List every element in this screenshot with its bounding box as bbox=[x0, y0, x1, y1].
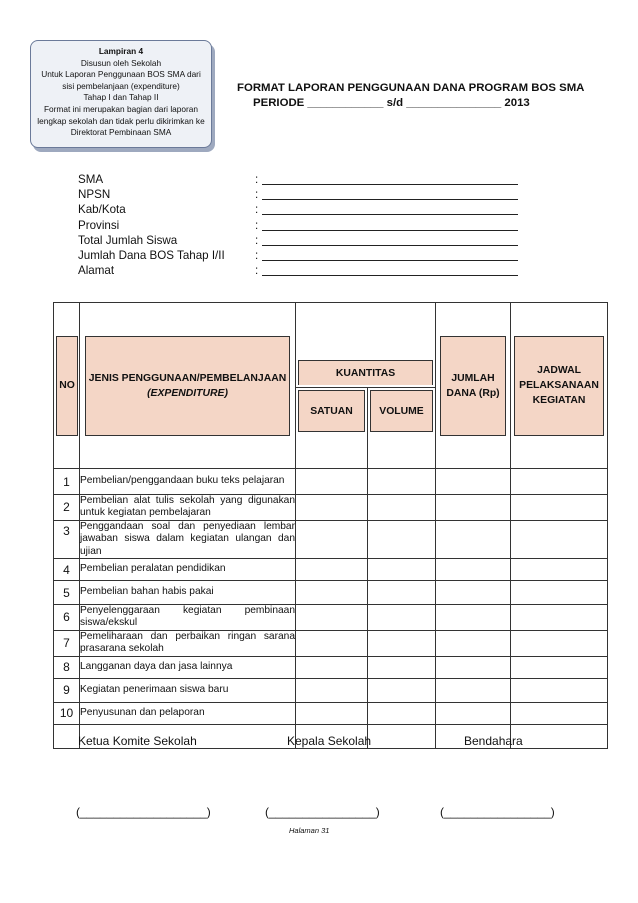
satuan-cell[interactable] bbox=[296, 469, 368, 495]
table-row bbox=[54, 495, 608, 521]
satuan-cell[interactable] bbox=[296, 630, 368, 656]
header-jenis-line2: (EXPENDITURE) bbox=[147, 387, 228, 399]
lampiran-title: Lampiran 4 bbox=[98, 46, 144, 56]
header-jenis-line1: JENIS PENGGUNAAN/PEMBELANJAAN bbox=[88, 372, 287, 384]
row-description: Pembelian peralatan pendidikan bbox=[80, 559, 296, 581]
jumlah-cell[interactable] bbox=[436, 630, 511, 656]
header-jumlah-line2: DANA (Rp) bbox=[446, 387, 500, 399]
row-number: 10 bbox=[54, 702, 80, 724]
info-label: NPSN bbox=[78, 188, 111, 202]
row-description: Langganan daya dan jasa lainnya bbox=[80, 656, 296, 678]
row-description: Pembelian alat tulis sekolah yang digunakan untuk kegiatan pembelajaran bbox=[80, 495, 295, 519]
info-blank-line bbox=[262, 199, 518, 200]
document-title: FORMAT LAPORAN PENGGUNAAN DANA PROGRAM BOS SMA bbox=[237, 82, 585, 94]
header-kuantitas-cell bbox=[296, 303, 436, 388]
info-colon: : bbox=[255, 218, 259, 232]
row-number: 1 bbox=[54, 469, 80, 495]
signature-bendahara-blank: (________________) bbox=[440, 805, 555, 819]
lampiran-line: lengkap sekolah dan tidak perlu dikirimkan ke bbox=[37, 115, 205, 126]
table-row bbox=[54, 656, 608, 678]
satuan-cell[interactable] bbox=[296, 520, 368, 558]
info-colon: : bbox=[255, 203, 259, 217]
jadwal-cell[interactable] bbox=[511, 605, 608, 631]
info-colon: : bbox=[255, 233, 259, 247]
info-colon: : bbox=[255, 248, 259, 262]
row-number-empty bbox=[54, 724, 80, 748]
jadwal-cell[interactable] bbox=[511, 469, 608, 495]
signature-kepala-blank: (________________) bbox=[265, 805, 380, 819]
info-label: Jumlah Dana BOS Tahap I/II bbox=[78, 248, 225, 262]
table-row bbox=[54, 702, 608, 724]
header-jumlah-cell bbox=[436, 303, 511, 469]
header-volume: VOLUME bbox=[370, 390, 433, 432]
expenditure-table bbox=[53, 302, 608, 749]
volume-cell[interactable] bbox=[368, 678, 436, 702]
jadwal-cell[interactable] bbox=[511, 702, 608, 724]
signature-kepala-label: Kepala Sekolah bbox=[287, 734, 372, 748]
jadwal-cell[interactable] bbox=[511, 559, 608, 581]
volume-cell[interactable] bbox=[368, 724, 436, 748]
jadwal-cell[interactable] bbox=[511, 656, 608, 678]
row-number: 4 bbox=[54, 559, 80, 581]
row-description: Pembelian bahan habis pakai bbox=[80, 581, 296, 605]
row-description: Pembelian/penggandaan buku teks pelajaran bbox=[80, 469, 296, 495]
table-row bbox=[54, 605, 608, 631]
lampiran-note-box bbox=[30, 40, 212, 148]
volume-cell[interactable] bbox=[368, 520, 436, 558]
table-row bbox=[54, 520, 608, 558]
header-jumlah bbox=[440, 336, 506, 436]
row-description: Penggandaan soal dan penyediaan lembar jawaban siswa dalam kegiatan ulangan dan ujian bbox=[80, 520, 295, 557]
table-row bbox=[54, 678, 608, 702]
volume-cell[interactable] bbox=[368, 702, 436, 724]
header-no-cell bbox=[54, 303, 80, 469]
signature-bendahara-label: Bendahara bbox=[464, 734, 523, 748]
signature-komite-label: Ketua Komite Sekolah bbox=[78, 734, 197, 748]
info-blank-line bbox=[262, 275, 518, 276]
satuan-cell[interactable] bbox=[296, 656, 368, 678]
row-number: 3 bbox=[54, 520, 80, 558]
page-number: Halaman 31 bbox=[289, 826, 330, 835]
lampiran-line: Disusun oleh Sekolah bbox=[80, 57, 162, 68]
header-jadwal-cell bbox=[511, 303, 608, 469]
jumlah-cell[interactable] bbox=[436, 495, 511, 521]
info-colon: : bbox=[255, 264, 259, 278]
table-header-row bbox=[54, 303, 608, 388]
jumlah-cell[interactable] bbox=[436, 702, 511, 724]
jumlah-cell[interactable] bbox=[436, 559, 511, 581]
info-label: Total Jumlah Siswa bbox=[78, 233, 178, 247]
volume-cell[interactable] bbox=[368, 605, 436, 631]
info-blank-line bbox=[262, 245, 518, 246]
jadwal-cell[interactable] bbox=[511, 724, 608, 748]
row-number: 7 bbox=[54, 630, 80, 656]
jumlah-cell[interactable] bbox=[436, 581, 511, 605]
jadwal-cell[interactable] bbox=[511, 520, 608, 558]
row-number: 5 bbox=[54, 581, 80, 605]
satuan-cell[interactable] bbox=[296, 605, 368, 631]
row-number: 2 bbox=[54, 495, 80, 521]
satuan-cell[interactable] bbox=[296, 495, 368, 521]
volume-cell[interactable] bbox=[368, 559, 436, 581]
header-volume-cell bbox=[368, 388, 436, 469]
info-colon: : bbox=[255, 173, 259, 186]
jumlah-cell[interactable] bbox=[436, 678, 511, 702]
info-blank-line bbox=[262, 230, 518, 231]
row-number: 9 bbox=[54, 678, 80, 702]
header-jenis bbox=[85, 336, 290, 436]
info-label: Alamat bbox=[78, 264, 115, 278]
header-no: NO bbox=[56, 336, 78, 436]
jumlah-cell[interactable] bbox=[436, 605, 511, 631]
lampiran-line: sisi pembelanjaan (expenditure) bbox=[62, 80, 180, 91]
info-label: SMA bbox=[78, 173, 104, 186]
header-jenis-cell bbox=[80, 303, 296, 469]
row-description: Penyelenggaraan kegiatan pembinaan siswa/ekskul bbox=[80, 605, 295, 629]
jadwal-cell[interactable] bbox=[511, 581, 608, 605]
document-period: PERIODE ____________ s/d _______________ 2013 bbox=[253, 97, 530, 109]
info-label: Kab/Kota bbox=[78, 203, 126, 217]
signature-komite-blank: (___________________) bbox=[76, 805, 211, 819]
row-number: 6 bbox=[54, 605, 80, 631]
jumlah-cell[interactable] bbox=[436, 656, 511, 678]
info-blank-line bbox=[262, 184, 518, 185]
info-blank-line bbox=[262, 260, 518, 261]
header-satuan-cell bbox=[296, 388, 368, 469]
volume-cell[interactable] bbox=[368, 630, 436, 656]
volume-cell[interactable] bbox=[368, 581, 436, 605]
jumlah-cell[interactable] bbox=[436, 469, 511, 495]
header-jadwal bbox=[514, 336, 604, 436]
lampiran-line: Format ini merupakan bagian dari laporan bbox=[43, 103, 199, 114]
lampiran-line: Direktorat Pembinaan SMA bbox=[70, 127, 172, 138]
header-kuantitas: KUANTITAS bbox=[298, 360, 433, 385]
jumlah-cell[interactable] bbox=[436, 520, 511, 558]
jadwal-cell[interactable] bbox=[511, 678, 608, 702]
header-jadwal-line3: KEGIATAN bbox=[532, 395, 586, 406]
header-jadwal-line1: JADWAL bbox=[537, 365, 581, 376]
header-satuan: SATUAN bbox=[298, 390, 365, 432]
volume-cell[interactable] bbox=[368, 656, 436, 678]
info-label: Provinsi bbox=[78, 218, 120, 232]
satuan-cell[interactable] bbox=[296, 581, 368, 605]
header-jumlah-line1: JUMLAH bbox=[451, 372, 495, 384]
info-colon: : bbox=[255, 188, 259, 202]
satuan-cell[interactable] bbox=[296, 678, 368, 702]
lampiran-line: Tahap I dan Tahap II bbox=[83, 92, 159, 103]
jadwal-cell[interactable] bbox=[511, 495, 608, 521]
table-row bbox=[54, 559, 608, 581]
table-row bbox=[54, 469, 608, 495]
satuan-cell[interactable] bbox=[296, 559, 368, 581]
volume-cell[interactable] bbox=[368, 495, 436, 521]
jadwal-cell[interactable] bbox=[511, 630, 608, 656]
info-blank-line bbox=[262, 214, 518, 215]
table-row bbox=[54, 630, 608, 656]
row-description: Penyusunan dan pelaporan bbox=[80, 702, 296, 724]
row-description: Kegiatan penerimaan siswa baru bbox=[80, 678, 296, 702]
lampiran-line: Untuk Laporan Penggunaan BOS SMA dari bbox=[41, 69, 201, 80]
table-row bbox=[54, 581, 608, 605]
row-description: Pemeliharaan dan perbaikan ringan sarana prasarana sekolah bbox=[80, 630, 295, 655]
satuan-cell[interactable] bbox=[296, 702, 368, 724]
header-jadwal-line2: PELAKSANAAN bbox=[519, 380, 599, 391]
row-number: 8 bbox=[54, 656, 80, 678]
volume-cell[interactable] bbox=[368, 469, 436, 495]
